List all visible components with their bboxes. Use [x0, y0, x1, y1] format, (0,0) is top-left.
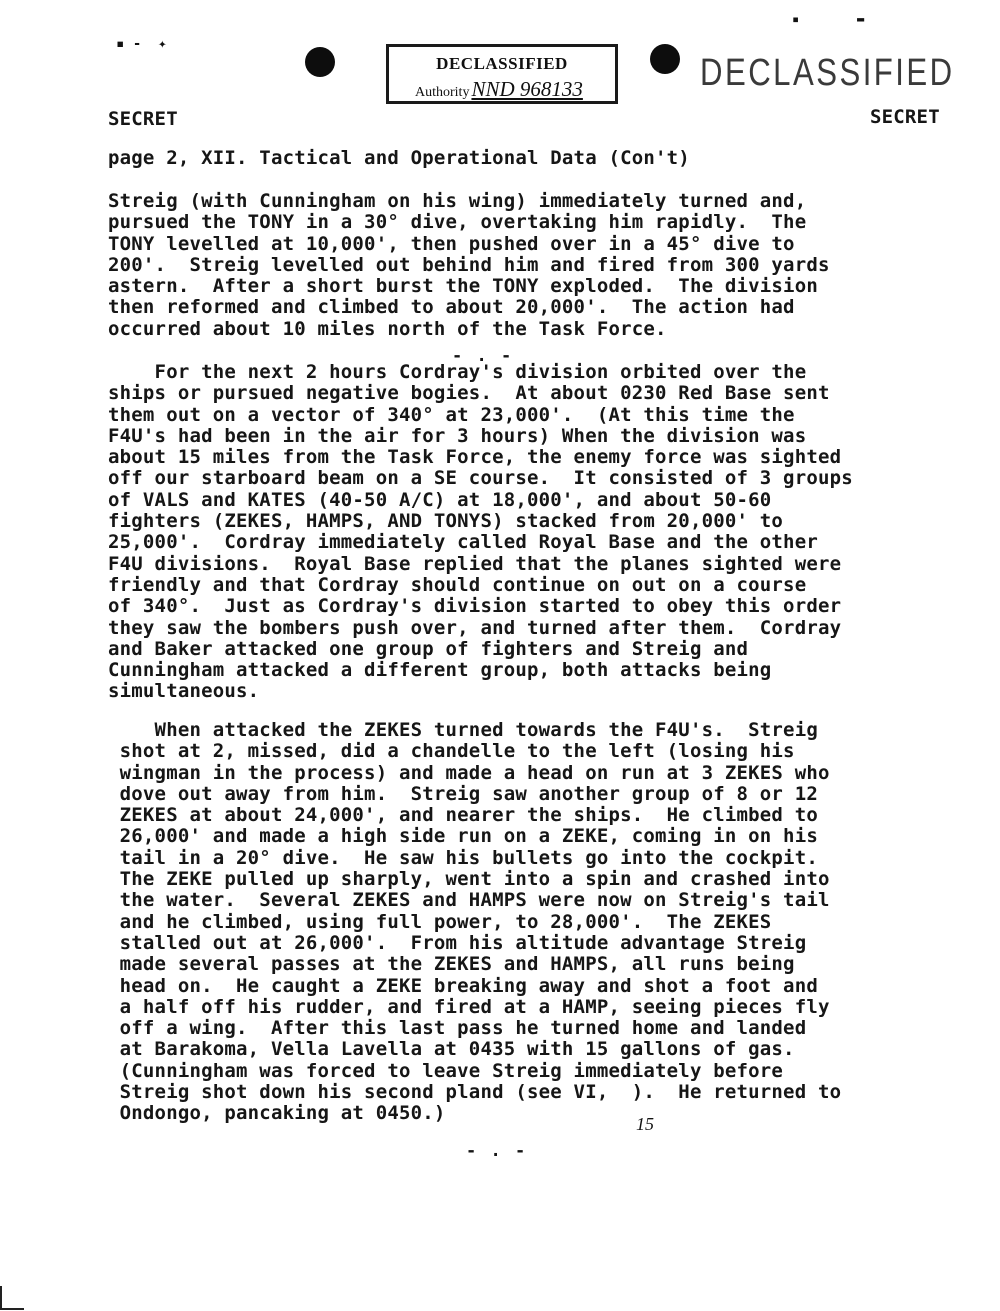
- paragraph-2: [108, 362, 853, 703]
- stamp-authority-label: Authority: [415, 85, 470, 100]
- paragraph-line: 25,000'. Cordray immediately called Royal Base and the other: [108, 531, 818, 554]
- paragraph-line: and Baker attacked one group of fighters and Streig and: [108, 637, 749, 660]
- paragraph-line: For the next 2 hours Cordray's division orbited over the: [108, 361, 807, 383]
- paragraph-line: 26,000' and made a high side run on a ZEKE, coming in on his: [108, 825, 818, 848]
- paragraph-line: about 15 miles from the Task Force, the enemy force was sighted: [108, 446, 842, 469]
- stamp-authority: [389, 77, 615, 102]
- punch-hole-left: [305, 47, 335, 77]
- paragraph-line: and he climbed, using full power, to 28,000'. The ZEKES: [108, 910, 772, 933]
- paragraph-line: Ondongo, pancaking at 0450.): [108, 1102, 446, 1125]
- paragraph-line: stalled out at 26,000'. From his altitude advantage Streig: [108, 931, 807, 954]
- paragraph-line: of 340°. Just as Cordray's division started to obey this order: [108, 595, 842, 618]
- handwritten-note: 15: [636, 1114, 654, 1134]
- paragraph-line: of VALS and KATES (40-50 A/C) at 18,000', and about 50-60: [108, 488, 772, 511]
- paragraph-line: When attacked the ZEKES turned towards the F4U's. Streig: [108, 719, 818, 741]
- page-heading: page 2, XII. Tactical and Operational Data (Con't): [108, 147, 690, 169]
- speck-marks-top-right: ▪ ▬: [792, 12, 865, 26]
- paragraph-line: pursued the TONY in a 30° dive, overtaking him rapidly. The: [108, 211, 807, 234]
- paragraph-line: tail in a 20° dive. He saw his bullets go into the cockpit.: [108, 846, 818, 869]
- paragraph-line: wingman in the process) and made a head on run at 3 ZEKES who: [108, 761, 830, 784]
- corner-mark: [0, 1286, 24, 1310]
- paragraph-line: F4U divisions. Royal Base replied that the planes sighted were: [108, 552, 842, 575]
- paragraph-line: astern. After a short burst the TONY exploded. The division: [108, 275, 818, 298]
- punch-hole-right: [650, 44, 680, 74]
- paragraph-line: they saw the bombers push over, and turned after them. Cordray: [108, 616, 842, 639]
- paragraph-line: simultaneous.: [108, 680, 260, 703]
- paragraph-line: fighters (ZEKES, HAMPS, AND TONYS) stacked from 20,000' to: [108, 510, 784, 533]
- separator-1: - . -: [452, 346, 514, 366]
- paragraph-line: F4U's had been in the air for 3 hours) When the division was: [108, 424, 807, 447]
- paragraph-line: Cunningham attacked a different group, both attacks being: [108, 659, 772, 682]
- paragraph-line: dove out away from him. Streig saw another group of 8 or 12: [108, 782, 818, 805]
- speck-marks: ▪ ‑ ✦: [116, 36, 167, 52]
- declassified-large-stamp: DECLASSIFIED: [700, 52, 955, 94]
- paragraph-line: friendly and that Cordray should continue on out on a course: [108, 573, 807, 596]
- separator-2: - . -: [466, 1141, 528, 1161]
- paragraph-1: [108, 191, 830, 340]
- paragraph-line: made several passes at the ZEKES and HAMPS, all runs being: [108, 953, 795, 976]
- paragraph-line: at Barakoma, Vella Lavella at 0435 with 15 gallons of gas.: [108, 1038, 795, 1061]
- paragraph-line: the water. Several ZEKES and HAMPS were now on Streig's tail: [108, 889, 830, 912]
- classification-right: SECRET: [870, 106, 940, 128]
- paragraph-line: (Cunningham was forced to leave Streig immediately before: [108, 1059, 784, 1082]
- paragraph-line: a half off his rudder, and fired at a HAMP, seeing pieces fly: [108, 995, 830, 1018]
- paragraph-line: off our starboard beam on a SE course. It consisted of 3 groups: [108, 467, 853, 490]
- classification-left: SECRET: [108, 108, 178, 130]
- paragraph-line: TONY levelled at 10,000', then pushed over in a 45° dive to: [108, 232, 795, 255]
- stamp-authority-value: NND 968133: [471, 77, 583, 101]
- paragraph-line: ships or pursued negative bogies. At about 0230 Red Base sent: [108, 382, 830, 405]
- stamp-title: DECLASSIFIED: [436, 54, 568, 73]
- paragraph-line: head on. He caught a ZEKE breaking away and shot a foot and: [108, 974, 818, 997]
- paragraph-3: [108, 720, 841, 1125]
- paragraph-line: The ZEKE pulled up sharply, went into a spin and crashed into: [108, 868, 830, 891]
- paragraph-line: shot at 2, missed, did a chandelle to the left (losing his: [108, 740, 795, 763]
- paragraph-line: off a wing. After this last pass he turned home and landed: [108, 1017, 807, 1040]
- paragraph-line: Streig shot down his second pland (see VI, ). He returned to: [108, 1081, 842, 1104]
- paragraph-line: 200'. Streig levelled out behind him and fired from 300 yards: [108, 253, 830, 276]
- paragraph-line: ZEKES at about 24,000', and nearer the ships. He climbed to: [108, 804, 818, 827]
- paragraph-line: Streig (with Cunningham on his wing) immediately turned and,: [108, 190, 807, 212]
- declassified-stamp: [386, 44, 618, 104]
- paragraph-line: then reformed and climbed to about 20,000'. The action had: [108, 296, 795, 319]
- paragraph-line: them out on a vector of 340° at 23,000'. (At this time the: [108, 403, 795, 426]
- paragraph-line: occurred about 10 miles north of the Task Force.: [108, 317, 667, 340]
